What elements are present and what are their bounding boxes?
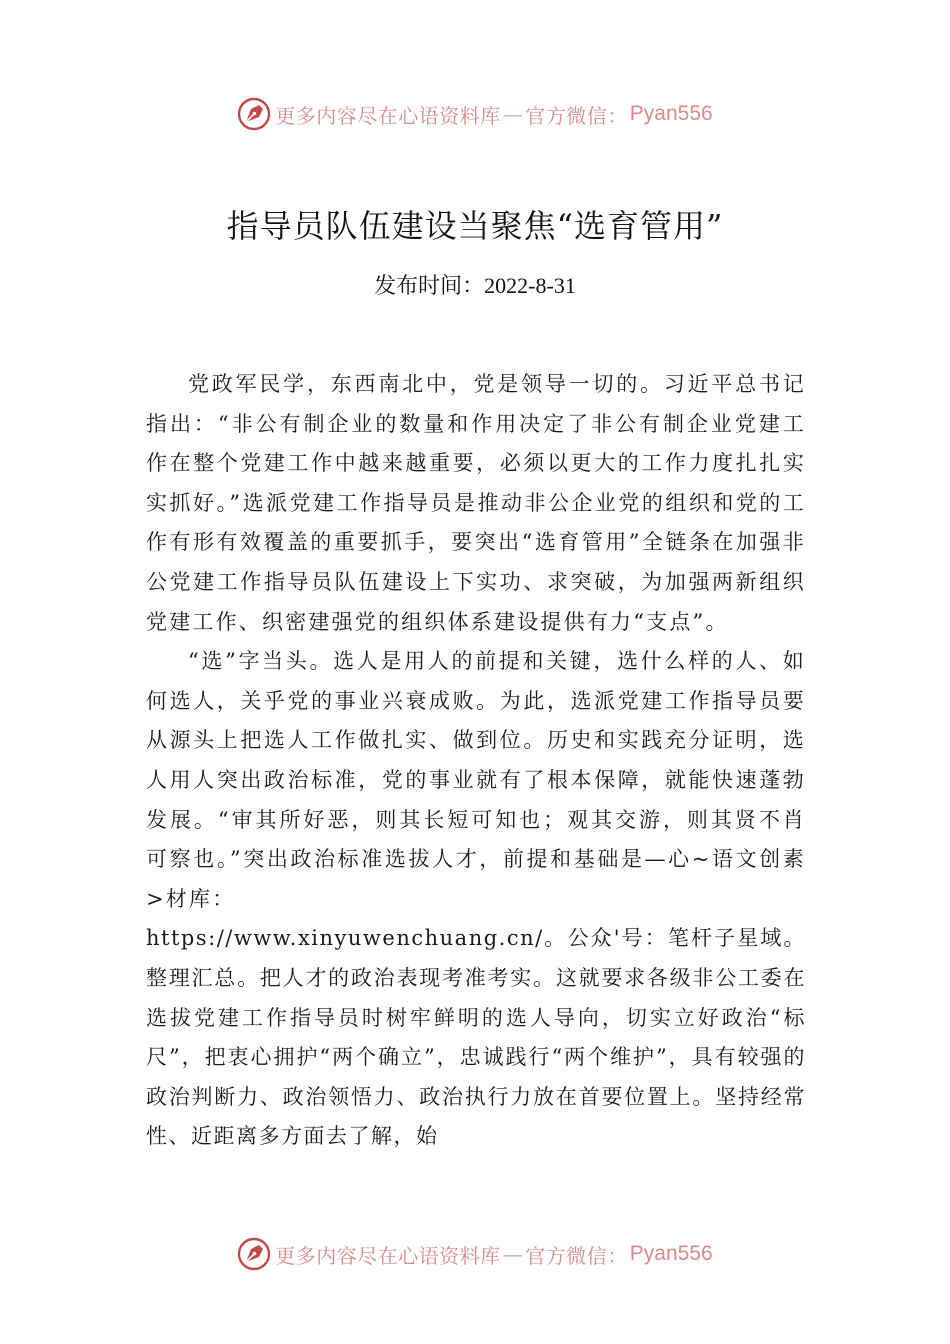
pen-nib-icon: [237, 97, 271, 131]
watermark-separator: —: [502, 102, 524, 126]
watermark-wechat-label: 官方微信：: [525, 1243, 628, 1268]
publish-date-label: 发布时间：: [374, 274, 485, 299]
watermark-separator: —: [502, 1242, 524, 1266]
watermark-text: 更多内容尽在心语资料库: [275, 103, 501, 128]
paragraph: “选”字当头。选人是用人的前提和关键，选什么样的人、如何选人，关乎党的事业兴衰成败。为此，选派党建工作指导员要从源头上把选人工作做扎实、做到位。历史和实践充分证明，选人用人突出政治标准，党的事业就有了根本保障，就能快速蓬勃发展。“审其所好恶，则其长短可知也；观其交游，则其贤不肖可察也。”突出政治标准选拔人才，前提和基础是—心~语文创素>材库：: [146, 649, 806, 911]
watermark-text: 更多内容尽在心语资料库: [275, 1243, 501, 1268]
publish-date: [0, 268, 950, 305]
watermark-handle: Pyan556: [629, 102, 713, 125]
page-title: 指导员队伍建设当聚焦“选育管用”: [226, 207, 724, 245]
watermark-banner-top: [0, 92, 950, 136]
watermark-banner-bottom: [0, 1232, 950, 1276]
paragraph: https://www.xinyuwenchuang.cn/。公众'号：笔杆子星域。整理汇总。把人才的政治表现考准考实。这就要求各级非公工委在选拔党建工作指导员时树牢鲜明的选人导向，切实立好政治“标尺”，把衷心拥护“两个确立”，忠诚践行“两个维护”，具有较强的政治判断力、政治领悟力、政治执行力放在首要位置上。坚持经常性、近距离多方面去了解，始: [146, 926, 806, 1149]
article-body: [146, 365, 806, 1157]
watermark-wechat-label: 官方微信：: [525, 103, 628, 128]
pen-nib-icon: [237, 1237, 271, 1271]
watermark-handle: Pyan556: [629, 1242, 713, 1265]
paragraph: 党政军民学，东西南北中，党是领导一切的。习近平总书记指出：“非公有制企业的数量和作用决定了非公有制企业党建工作在整个党建工作中越来越重要，必须以更大的工作力度扎扎实实抓好。”选派党建工作指导员是推动非公企业党的组织和党的工作有形有效覆盖的重要抓手，要突出“选育管用”全链条在加强非公党建工作指导员队伍建设上下实功、求突破，为加强两新组织党建工作、织密建强党的组织体系建设提供有力“支点”。: [146, 372, 806, 634]
publish-date-value: 2022-8-31: [484, 273, 576, 298]
